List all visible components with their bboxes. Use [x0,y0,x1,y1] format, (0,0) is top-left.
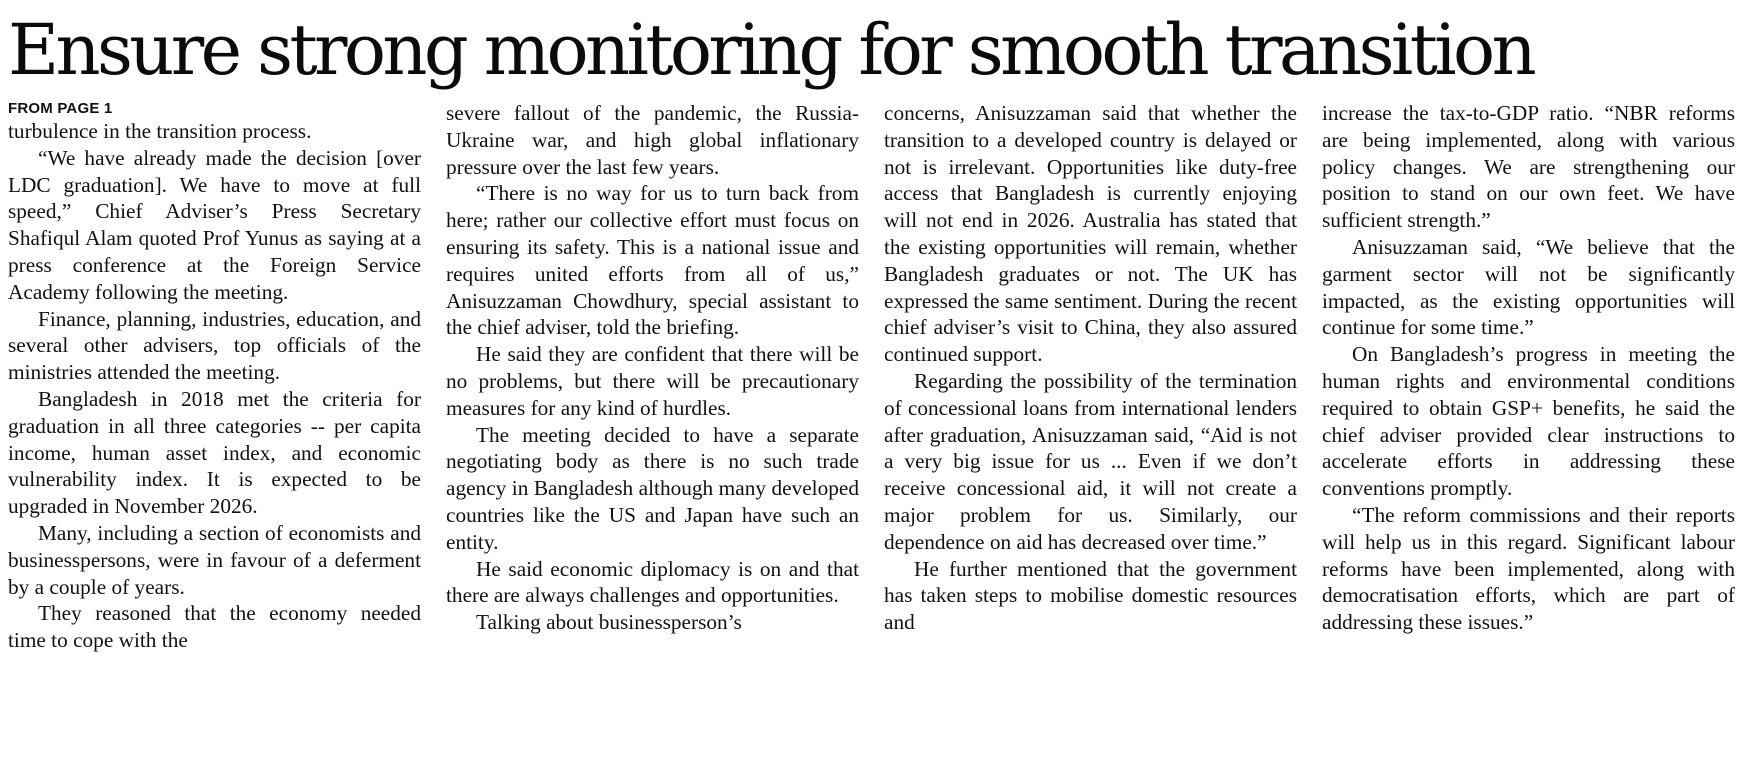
article-column-3 [884,100,1297,772]
paragraph: He said they are confident that there will be no problems, but there will be precautionary measures for any kind of hurdles. [446,342,859,420]
paragraph: “The reform commissions and their reports will help us in this regard. Significant labour reforms have been implemented, along with democratisation efforts, which are part of addressing these issues.” [1322,502,1735,635]
article-column-4 [1322,100,1735,772]
paragraph: He further mentioned that the government has taken steps to mobilise domestic resources and [884,556,1297,635]
paragraph: Regarding the possibility of the termination of concessional loans from international lenders after graduation, Anisuzzaman said, “Aid is not a very big issue for us ... Even if we don’t receive concessional aid, it will not create a major problem for us. Similarly, our dependence on aid has decreased over time.” [884,368,1297,554]
paragraph: Bangladesh in 2018 met the criteria for graduation in all three categories -- per capita income, human asset index, and economic vulnerability index. It is expected to be upgraded in November 2026. [8,386,421,519]
paragraph: Anisuzzaman said, “We believe that the garment sector will not be significantly impacted, as the existing opportunities will continue for some time.” [1322,234,1735,340]
paragraph: They reasoned that the economy needed time to cope with the [8,601,421,653]
paragraph: concerns, Anisuzzaman said that whether the transition to a developed country is delayed or not is irrelevant. Opportunities like duty-free access that Bangladesh is currently enjoying will not end in 2026. Australia has stated that the existing opportunities will remain, whether Bangladesh graduates or not. The UK has expressed the same sentiment. During the recent chief adviser’s visit to China, they also assured continued support. [884,101,1297,367]
headline: Ensure strong monitoring for smooth transition [8,9,1534,91]
paragraph: turbulence in the transition process. [8,119,312,143]
article-body [8,100,1735,772]
paragraph: “There is no way for us to turn back from here; rather our collective effort must focus on ensuring its safety. This is a national issue and requires united efforts from all of us,” Anisuzzaman Chowdhury, special assistant to the chief adviser, told the briefing. [446,181,859,340]
paragraph: Talking about businessperson’s [476,610,742,635]
paragraph: He said economic diplomacy is on and that there are always challenges and opportunities. [446,556,859,608]
paragraph: On Bangladesh’s progress in meeting the human rights and environmental conditions required to obtain GSP+ benefits, he said the chief adviser provided clear instructions to accelerate efforts in addressing these conventions promptly. [1322,342,1735,501]
article-column-2 [446,100,859,772]
paragraph: Many, including a section of economists and businesspersons, were in favour of a deferment by a couple of years. [8,520,421,599]
paragraph: Finance, planning, industries, education, and several other advisers, top officials of the ministries attended the meeting. [8,306,421,385]
paragraph: severe fallout of the pandemic, the Russia-Ukraine war, and high global inflationary pressure over the last few years. [446,101,859,179]
paragraph: increase the tax-to-GDP ratio. “NBR reforms are being implemented, along with various policy changes. We are strengthening our position to stand on our own feet. We have sufficient strength.” [1322,101,1735,233]
continued-from-kicker: FROM PAGE 1 [8,100,113,117]
paragraph: “We have already made the decision [over LDC graduation]. We have to move at full speed,” Chief Adviser’s Press Secretary Shafiqul Alam quoted Prof Yunus as saying at a press conference at the Foreign Service Academy following the meeting. [8,145,421,304]
paragraph: The meeting decided to have a separate negotiating body as there is no such trade agency in Bangladesh although many developed countries like the US and Japan have such an entity. [446,422,859,554]
article-column-1 [8,100,421,772]
